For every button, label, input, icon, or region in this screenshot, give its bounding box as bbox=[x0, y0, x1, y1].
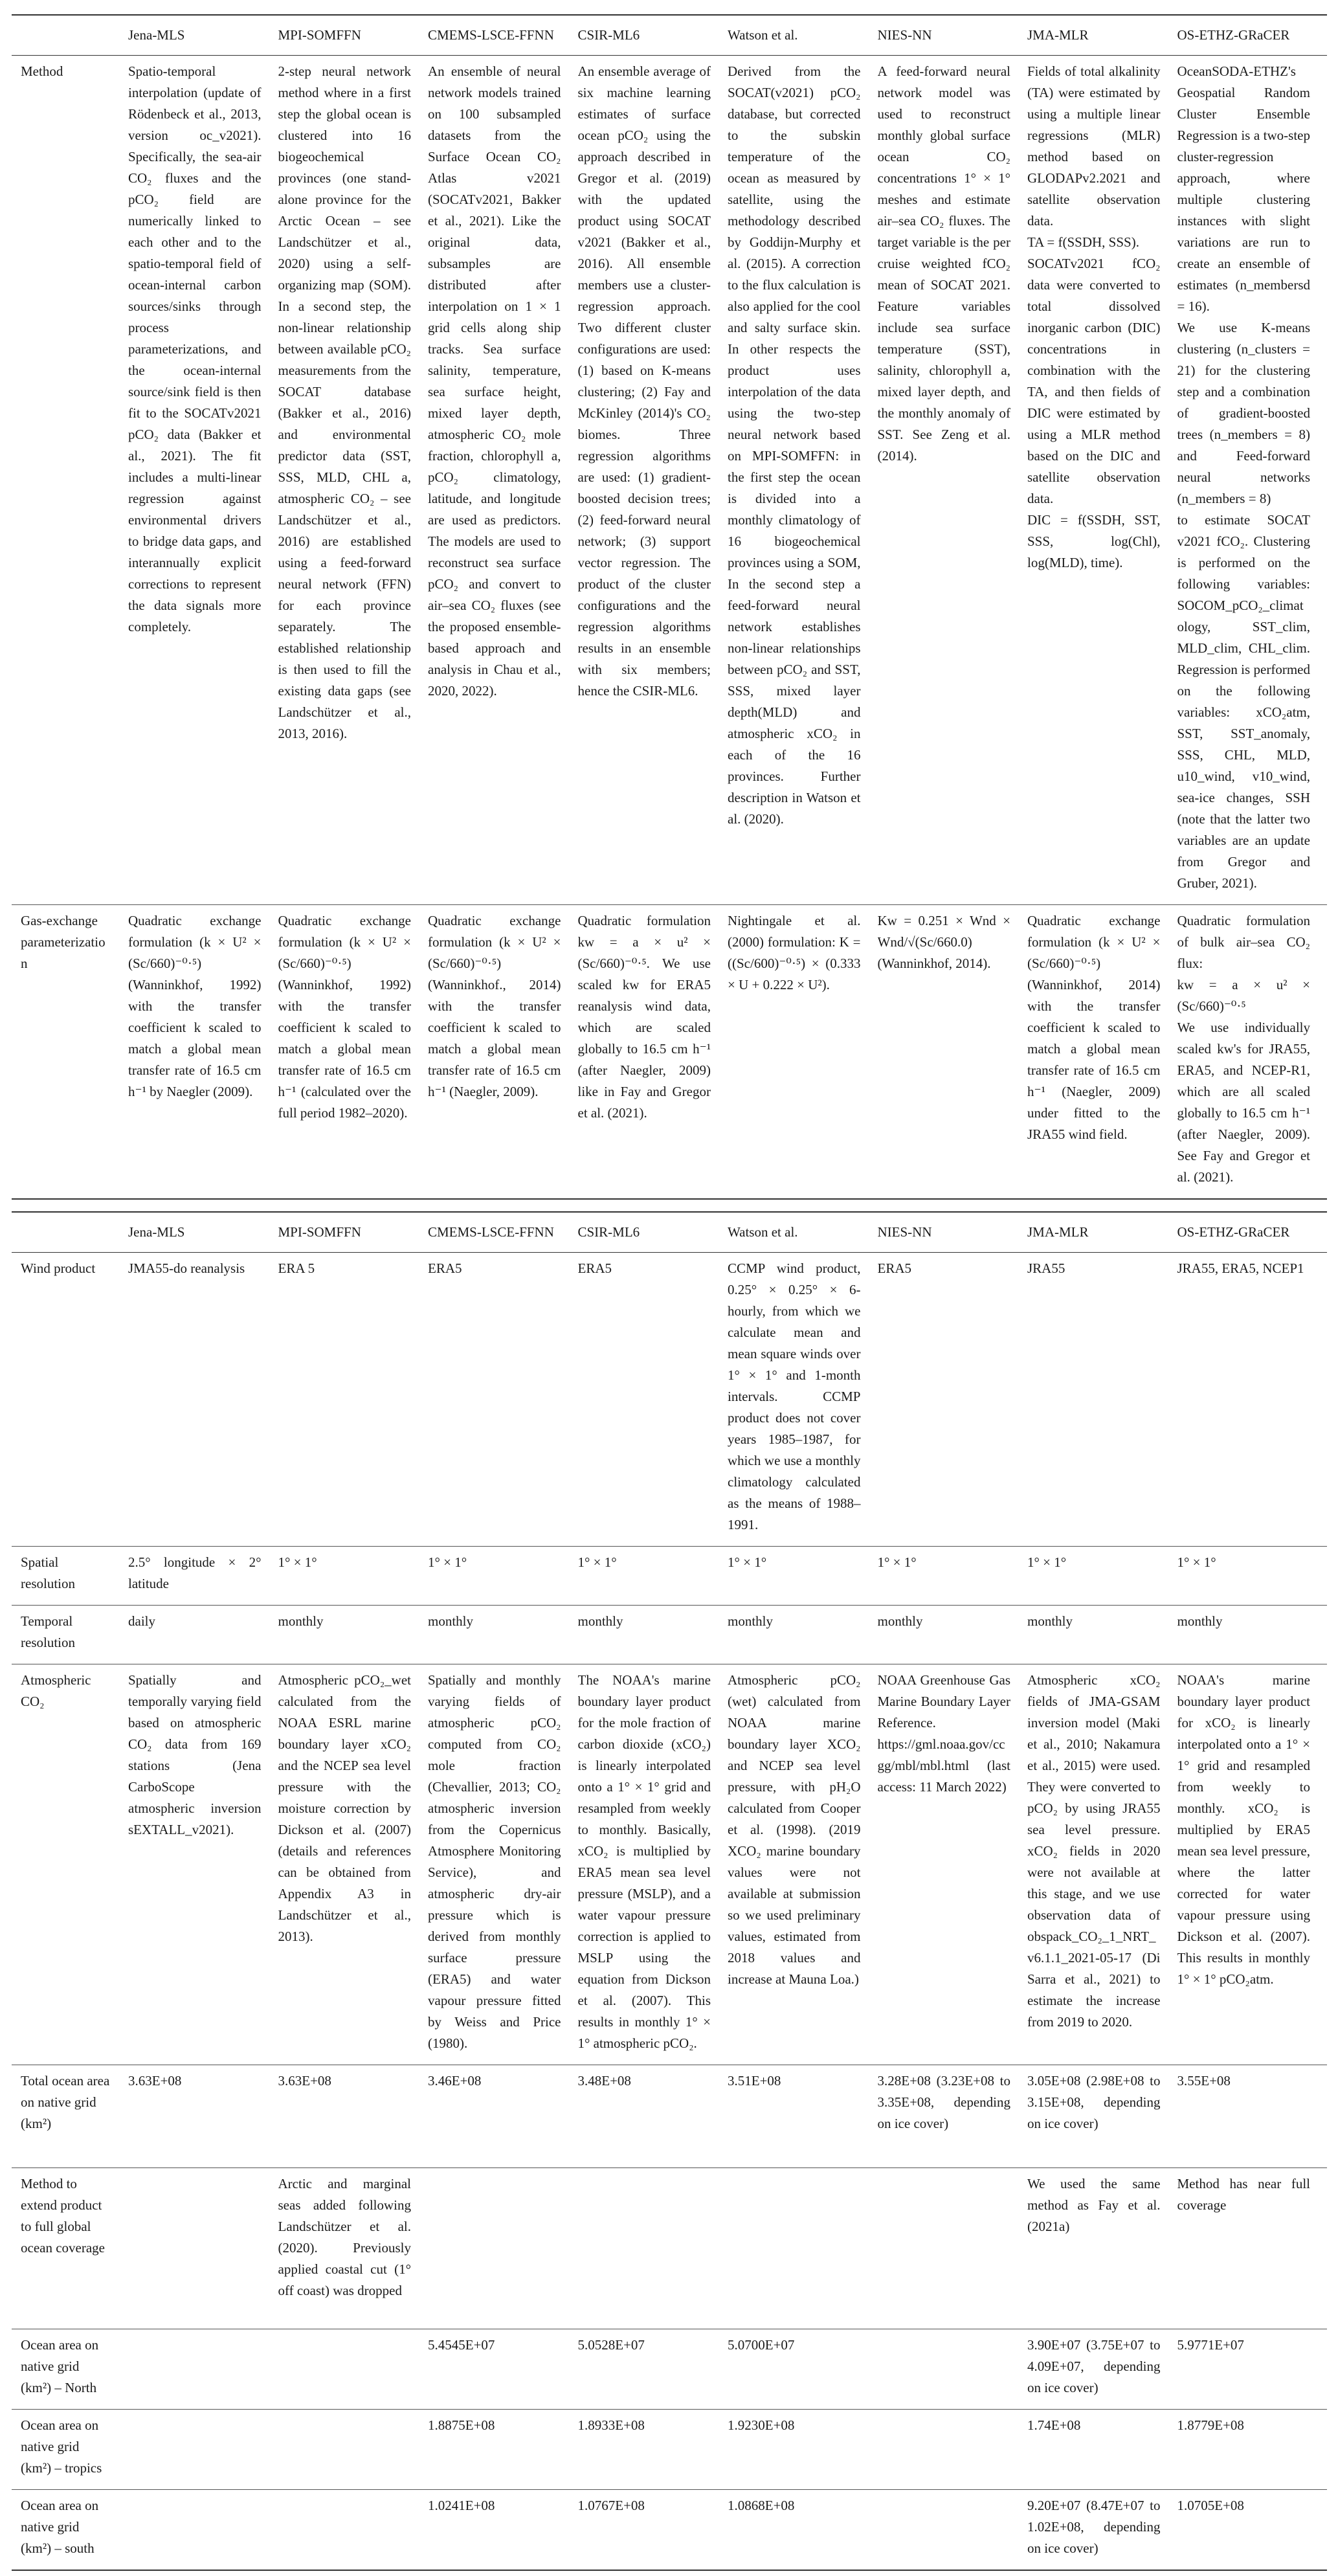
table-cell: OceanSODA-ETHZ's Geospatial Random Cluster Ensemble Regression is a two-step cluster-regression approach, where multiple clustering instances with slight variations are run to create an ensemble of estimates (n_membersd = 16). We use K-means clustering (n_clusters = 21) for the clustering step and a combination of gradient-boosted trees (n_members = 8) and Feed-forward neural networks (n_members = 8) to estimate SOCAT v2021 fCO₂. Clustering is performed on the following variables: SOCOM_pCO₂_climatology, SST_clim, MLD_clim, CHL_clim. Regression is performed on the following variables: xCO₂atm, SST, SST_anomaly, SSS, CHL, MLD, u10_wind, v10_wind, sea-ice changes, SSH (note that the latter two variables are an update from Gregor and Gruber, 2021). bbox=[1177, 63, 1310, 891]
table-cell: 5.9771E+07 bbox=[1177, 2329, 1328, 2410]
table-cell: monthly bbox=[1177, 1606, 1328, 1664]
table-cell: Quadratic exchange formulation (k × U² × (Sc/660)⁻⁰·⁵) (Wanninkhof, 1992) with the transfer coefficient k scaled to match a global mean transfer rate of 16.5 cm h⁻¹ (calculated over the full period 1982–2020). bbox=[278, 905, 429, 1200]
table-cell: Quadratic exchange formulation (k × U² × (Sc/660)⁻⁰·⁵) (Wanninkhof., 2014) with the transfer coefficient k scaled to match a global mean transfer rate of 16.5 cm h⁻¹ (Naegler, 2009). bbox=[428, 905, 578, 1200]
product-table-part-1 bbox=[12, 14, 1327, 1200]
table-cell: Method has near full coverage bbox=[1177, 2168, 1328, 2329]
column-header-blank bbox=[12, 15, 128, 56]
column-header: Jena-MLS bbox=[128, 15, 278, 56]
table-cell: Quadratic exchange formulation (k × U² × (Sc/660)⁻⁰·⁵) (Wanninkhof, 1992) with the transfer coefficient k scaled to match a global mean transfer rate of 16.5 cm h⁻¹ by Naegler (2009). bbox=[128, 905, 278, 1200]
table-row bbox=[12, 1664, 1327, 2065]
table-cell bbox=[728, 2168, 878, 2329]
column-header: NIES-NN bbox=[878, 15, 1028, 56]
table-cell: 1.8875E+08 bbox=[428, 2410, 578, 2490]
table-cell: 3.90E+07 (3.75E+07 to 4.09E+07, depending on ice cover) bbox=[1027, 2329, 1177, 2410]
row-label: Ocean area on native grid (km²) – North bbox=[12, 2329, 128, 2410]
table-cell: 1° × 1° bbox=[428, 1547, 578, 1606]
table-row bbox=[12, 2490, 1327, 2571]
table-cell bbox=[128, 2410, 278, 2490]
table-cell: monthly bbox=[1027, 1606, 1177, 1664]
table-cell bbox=[278, 2329, 429, 2410]
table-cell: 1° × 1° bbox=[1027, 1547, 1177, 1606]
table-cell: 1.0868E+08 bbox=[728, 2490, 878, 2571]
header-row bbox=[12, 15, 1327, 56]
table-cell: Arctic and marginal seas added following Landschützer et al. (2020). Previously applied coastal cut (1° off coast) was dropped bbox=[278, 2168, 429, 2329]
table-cell: 1° × 1° bbox=[728, 1547, 878, 1606]
table-cell: 5.0700E+07 bbox=[728, 2329, 878, 2410]
table-cell bbox=[128, 2490, 278, 2571]
table-cell: monthly bbox=[578, 1606, 728, 1664]
column-header: OS-ETHZ-GRaCER bbox=[1177, 15, 1328, 56]
table-cell: An ensemble of neural network models trained on 100 subsampled datasets from the Surface Ocean CO₂ Atlas v2021 (SOCATv2021, Bakker et al., 2021). Like the original data, subsamples are distributed after interpolation on 1 × 1 grid cells along ship tracks. Sea surface salinity, temperature, sea surface height, mixed layer depth, atmospheric CO₂ mole fraction, chlorophyll a, pCO₂ climatology, latitude, and longitude are used as predictors. The models are used to reconstruct sea surface pCO₂ and convert to air–sea CO₂ fluxes (see the proposed ensemble-based approach and analysis in Chau et al., 2020, 2022). bbox=[428, 63, 561, 699]
table-cell bbox=[878, 2168, 1028, 2329]
table-cell: 1° × 1° bbox=[1177, 1547, 1328, 1606]
table-cell: 3.48E+08 bbox=[578, 2065, 728, 2168]
row-label: Total ocean area on native grid (km²) bbox=[12, 2065, 128, 2168]
table-row bbox=[12, 1547, 1327, 1606]
column-header: CSIR-ML6 bbox=[578, 1212, 728, 1253]
column-header: Watson et al. bbox=[728, 15, 878, 56]
table-cell: The NOAA's marine boundary layer product for the mole fraction of carbon dioxide (xCO₂) is linearly interpolated onto a 1° × 1° grid and resampled from weekly to monthly. Basically, xCO₂ is multiplied by ERA5 mean sea level pressure (MSLP), and a water vapour pressure correction is applied to MSLP using the equation from Dickson et al. (2007). This results in monthly 1° × 1° atmospheric pCO₂. bbox=[578, 1664, 728, 2065]
table-cell bbox=[878, 2410, 1028, 2490]
table-row bbox=[12, 2410, 1327, 2490]
table-cell: Fields of total alkalinity (TA) were estimated by using a multiple linear regressions (MLR) method based on GLODAPv2.2021 and satellite observation data. TA = f(SSDH, SSS). SOCATv2021 fCO₂ data were converted to total dissolved inorganic carbon (DIC) concentrations in combination with the TA, and then fields of DIC were estimated by using a MLR method based on the DIC and satellite observation data. DIC = f(SSDH, SST, SSS, log(Chl), log(MLD), time). bbox=[1027, 63, 1161, 570]
table-cell: 3.63E+08 bbox=[278, 2065, 429, 2168]
column-header: Watson et al. bbox=[728, 1212, 878, 1253]
table-cell: 1.8933E+08 bbox=[578, 2410, 728, 2490]
table-cell: Spatio-temporal interpolation (update of Rödenbeck et al., 2013, version oc_v2021). Specifically, the sea-air CO₂ fluxes and the pCO₂ field are numerically linked to each other and to the spatio-temporal field of ocean-internal carbon sources/sinks through process parameterizations, and the ocean-internal source/sink field is then fit to the SOCATv2021 pCO₂ data (Bakker et al., 2021). The fit includes a multi-linear regression against environmental drivers to bridge data gaps, and interannually explicit corrections to represent the data signals more completely. bbox=[128, 63, 262, 634]
table-row bbox=[12, 1253, 1327, 1547]
header-row bbox=[12, 1212, 1327, 1253]
table-cell: Quadratic exchange formulation (k × U² × (Sc/660)⁻⁰·⁵) (Wanninkhof, 2014) with the transfer coefficient k scaled to match a global mean transfer rate of 16.5 cm h⁻¹ (Naegler, 2009) under fitted to the JRA55 wind field. bbox=[1027, 905, 1177, 1200]
table-cell: 3.28E+08 (3.23E+08 to 3.35E+08, depending on ice cover) bbox=[878, 2065, 1028, 2168]
table-cell: 1.8779E+08 bbox=[1177, 2410, 1328, 2490]
table-cell: Kw = 0.251 × Wnd × Wnd/√(Sc/660.0) (Wanninkhof, 2014). bbox=[878, 905, 1028, 1200]
table-cell: monthly bbox=[428, 1606, 578, 1664]
table-cell: 1.0767E+08 bbox=[578, 2490, 728, 2571]
table-cell: daily bbox=[128, 1606, 278, 1664]
table-cell: Nightingale et al. (2000) formulation: K = ((Sc/600)⁻⁰·⁵) × (0.333 × U + 0.222 × U²). bbox=[728, 905, 878, 1200]
table-cell: ERA5 bbox=[877, 1260, 911, 1276]
column-header: JMA-MLR bbox=[1027, 1212, 1177, 1253]
table-cell: 1.0705E+08 bbox=[1177, 2490, 1328, 2571]
row-label: Method to extend product to full global ocean coverage bbox=[12, 2168, 128, 2329]
table-cell: ERA5 bbox=[577, 1260, 612, 1276]
table-cell bbox=[428, 2168, 578, 2329]
table-cell: 2.5° longitude × 2° latitude bbox=[128, 1547, 278, 1606]
table-cell: ERA5 bbox=[428, 1260, 462, 1276]
row-label: Temporal resolution bbox=[12, 1606, 128, 1664]
table-cell bbox=[878, 2329, 1028, 2410]
table-row bbox=[12, 905, 1327, 1200]
row-label: Gas-exchange parameterization bbox=[12, 905, 128, 1200]
table-cell: 3.05E+08 (2.98E+08 to 3.15E+08, depending on ice cover) bbox=[1027, 2065, 1177, 2168]
table-cell: monthly bbox=[728, 1606, 878, 1664]
table-cell: Spatially and temporally varying field based on atmospheric CO₂ data from 169 stations (Jena CarboScope atmospheric inversion sEXTALL_v2021). bbox=[128, 1664, 278, 2065]
row-label: Spatial resolution bbox=[12, 1547, 128, 1606]
table-cell bbox=[128, 2329, 278, 2410]
column-header: Jena-MLS bbox=[128, 1212, 278, 1253]
table-cell: An ensemble average of six machine learning estimates of surface ocean pCO₂ using the approach described in Gregor et al. (2019) with the updated product using SOCAT v2021 (Bakker et al., 2016). All ensemble members use a cluster-regression approach. Two different cluster configurations are used: (1) based on K-means clustering; (2) Fay and McKinley (2014)'s CO₂ biomes. Three regression algorithms are used: (1) gradient-boosted decision trees; (2) feed-forward neural network; (3) support vector regression. The product of the cluster configurations and the regression algorithms results in an ensemble with six members; hence the CSIR-ML6. bbox=[577, 63, 711, 699]
table-cell bbox=[278, 2490, 429, 2571]
table-cell: 5.4545E+07 bbox=[428, 2329, 578, 2410]
table-cell bbox=[578, 2168, 728, 2329]
table-cell: A feed-forward neural network model was used to reconstruct monthly global surface ocean CO₂ concentrations 1° × 1° meshes and estimate air–sea CO₂ fluxes. The target variable is the per cruise weighted fCO₂ mean of SOCAT 2021. Feature variables include sea surface temperature (SST), salinity, chlorophyll a, mixed layer depth, and the monthly anomaly of SST. See Zeng et al. (2014). bbox=[877, 63, 1010, 464]
table-cell: JRA55 bbox=[1027, 1260, 1065, 1276]
table-row bbox=[12, 2329, 1327, 2410]
table-cell: Atmospheric pCO₂_wet calculated from the NOAA ESRL marine boundary layer xCO₂ and the NCEP sea level pressure with the moisture correction by Dickson et al. (2007) (details and references can be obtained from Appendix A3 in Landschützer et al., 2013). bbox=[278, 1664, 429, 2065]
column-header: CMEMS-LSCE-FFNN bbox=[428, 1212, 578, 1253]
row-label: Ocean area on native grid (km²) – south bbox=[12, 2490, 128, 2571]
product-table-part-2 bbox=[12, 1211, 1327, 2571]
table-row bbox=[12, 56, 1327, 905]
column-header-blank bbox=[12, 1212, 128, 1253]
table-cell: 3.63E+08 bbox=[128, 2065, 278, 2168]
table-cell: 9.20E+07 (8.47E+07 to 1.02E+08, depending on ice cover) bbox=[1027, 2490, 1177, 2571]
table-cell: monthly bbox=[278, 1606, 429, 1664]
table-cell: 5.0528E+07 bbox=[578, 2329, 728, 2410]
table-cell: 3.55E+08 bbox=[1177, 2065, 1328, 2168]
row-label: Atmospheric CO₂ bbox=[12, 1664, 128, 2065]
column-header: NIES-NN bbox=[878, 1212, 1028, 1253]
table-cell: 1° × 1° bbox=[278, 1547, 429, 1606]
table-cell: 1.9230E+08 bbox=[728, 2410, 878, 2490]
column-header: CMEMS-LSCE-FFNN bbox=[428, 15, 578, 56]
table-cell: Atmospheric pCO₂ (wet) calculated from NOAA marine boundary layer XCO₂ and NCEP sea level pressure, with pH₂O calculated from Cooper et al. (1998). (2019 XCO₂ marine boundary values were not available at submission so we used preliminary values, estimated from 2018 values and increase at Mauna Loa.) bbox=[728, 1664, 878, 2065]
table-cell: monthly bbox=[878, 1606, 1028, 1664]
table-cell: NOAA Greenhouse Gas Marine Boundary Layer Reference. https://gml.noaa.gov/ccgg/mbl/mbl.html (last access: 11 March 2022) bbox=[878, 1664, 1028, 2065]
column-header: OS-ETHZ-GRaCER bbox=[1177, 1212, 1328, 1253]
table-cell: ERA 5 bbox=[278, 1260, 315, 1276]
table-cell: Spatially and monthly varying fields of atmospheric pCO₂ computed from CO₂ mole fraction (Chevallier, 2013; CO₂ atmospheric inversion from the Copernicus Atmosphere Monitoring Service), and atmospheric dry-air pressure which is derived from monthly surface pressure (ERA5) and water vapour pressure fitted by Weiss and Price (1980). bbox=[428, 1664, 578, 2065]
table-cell: 1.0241E+08 bbox=[428, 2490, 578, 2571]
column-header: JMA-MLR bbox=[1027, 15, 1177, 56]
table-cell bbox=[878, 2490, 1028, 2571]
table-cell: Quadratic formulation kw = a × u² × (Sc/660)⁻⁰·⁵. We use scaled kw for ERA5 reanalysis wind data, which are scaled globally to 16.5 cm h⁻¹ (after Naegler, 2009) like in Fay and Gregor et al. (2021). bbox=[578, 905, 728, 1200]
table-cell: 2-step neural network method where in a first step the global ocean is clustered into 16 biogeochemical provinces (one stand-alone province for the Arctic Ocean – see Landschützer et al., 2020) using a self-organizing map (SOM). In a second step, the non-linear relationship between available pCO₂ measurements from the SOCAT database (Bakker et al., 2016) and environmental predictor data (SST, SSS, MLD, CHL a, atmospheric CO₂ – see Landschützer et al., 2016) are established using a feed-forward neural network (FFN) for each province separately. The established relationship is then used to fill the existing data gaps (see Landschützer et al., 2013, 2016). bbox=[278, 63, 411, 741]
table-cell: Quadratic formulation of bulk air–sea CO₂ flux: kw = a × u² × (Sc/660)⁻⁰·⁵ We use individually scaled kw's for JRA55, ERA5, and NCEP-R1, which are all scaled globally to 16.5 cm h⁻¹ (after Naegler, 2009). See Fay and Gregor et al. (2021). bbox=[1177, 905, 1328, 1200]
table-cell: 3.46E+08 bbox=[428, 2065, 578, 2168]
table-row bbox=[12, 1606, 1327, 1664]
table-cell: 1° × 1° bbox=[878, 1547, 1028, 1606]
table-cell: 1° × 1° bbox=[578, 1547, 728, 1606]
table-cell bbox=[278, 2410, 429, 2490]
table-cell: We used the same method as Fay et al. (2021a) bbox=[1027, 2168, 1177, 2329]
table-cell: 1.74E+08 bbox=[1027, 2410, 1177, 2490]
table-row bbox=[12, 2168, 1327, 2329]
column-header: MPI-SOMFFN bbox=[278, 1212, 429, 1253]
table-row bbox=[12, 2065, 1327, 2168]
row-label: Method bbox=[21, 63, 63, 79]
table-cell: Atmospheric xCO₂ fields of JMA-GSAM inversion model (Maki et al., 2010; Nakamura et al., 2015) were used. They were converted to pCO₂ by using JRA55 sea level pressure. xCO₂ fields in 2020 were not available at this stage, and we use observation data of obspack_CO₂_1_NRT_v6.1.1_2021-05-17 (Di Sarra et al., 2021) to estimate the increase from 2019 to 2020. bbox=[1027, 1664, 1177, 2065]
table-cell: JRA55, ERA5, NCEP1 bbox=[1177, 1260, 1304, 1276]
row-label: Ocean area on native grid (km²) – tropics bbox=[12, 2410, 128, 2490]
table-cell: JMA55-do reanalysis bbox=[128, 1260, 245, 1276]
table-cell: 3.51E+08 bbox=[728, 2065, 878, 2168]
table-cell bbox=[128, 2168, 278, 2329]
column-header: MPI-SOMFFN bbox=[278, 15, 429, 56]
table-cell: Derived from the SOCAT(v2021) pCO₂ database, but corrected to the subskin temperature of the ocean as measured by satellite, using the methodology described by Goddijn-Murphy et al. (2015). A correction to the flux calculation is also applied for the cool and salty surface skin. In other respects the product uses interpolation of the data using the two-step neural network based on MPI-SOMFFN: in the first step the ocean is divided into a monthly climatology of 16 biogeochemical provinces using a SOM, In the second step a feed-forward neural network establishes non-linear relationships between pCO₂ and SST, SSS, mixed layer depth(MLD) and atmospheric xCO₂ in each of the 16 provinces. Further description in Watson et al. (2020). bbox=[728, 63, 861, 827]
row-label: Wind product bbox=[21, 1260, 96, 1276]
table-cell: NOAA's marine boundary layer product for xCO₂ is linearly interpolated onto a 1° × 1° grid and resampled from weekly to monthly. xCO₂ is multiplied by ERA5 mean sea level pressure, where the latter corrected for water vapour pressure using Dickson et al. (2007). This results in monthly 1° × 1° pCO₂atm. bbox=[1177, 1664, 1328, 2065]
table-cell: CCMP wind product, 0.25° × 0.25° × 6-hourly, from which we calculate mean and mean square winds over 1° × 1° and 1-month intervals. CCMP product does not cover years 1985–1987, for which we use a monthly climatology calculated as the means of 1988–1991. bbox=[728, 1260, 861, 1532]
column-header: CSIR-ML6 bbox=[578, 15, 728, 56]
